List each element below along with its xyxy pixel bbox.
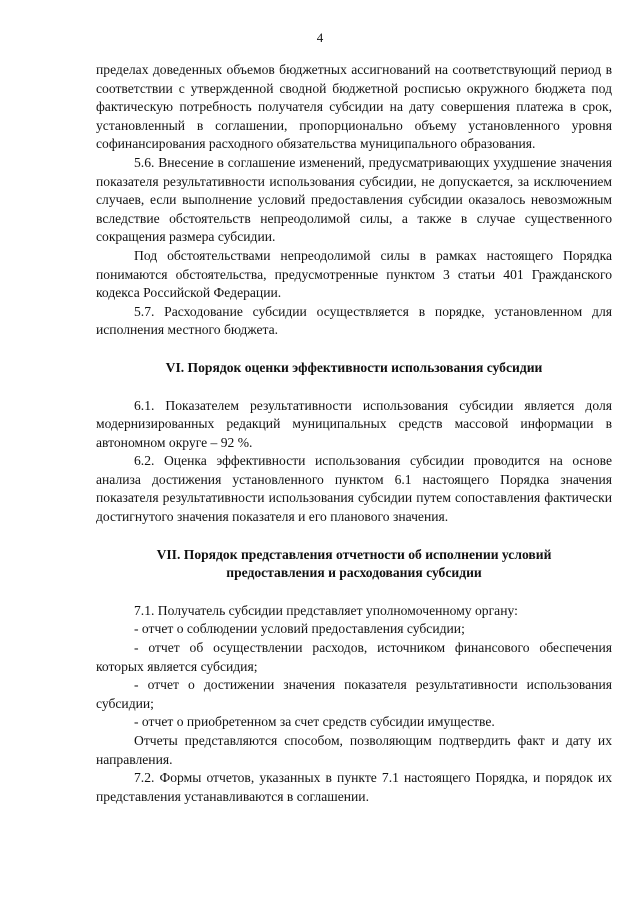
section-7-heading-line1: VII. Порядок представления отчетности об исполнении условий [156,546,552,562]
list-item: - отчет об осуществлении расходов, источником финансового обеспечения которых является субсидия; [96,640,612,674]
paragraph-5-7: 5.7. Расходование субсидии осуществляется в порядке, установленном для исполнения местного бюджета. [96,303,612,338]
paragraph-6-1: 6.1. Показателем результативности использования субсидии является доля модернизированных редакций муниципальных средств массовой информации в автономном округе – 92 %. [96,397,612,450]
paragraph-continuation: пределах доведенных объемов бюджетных ассигнований на соответствующий период в соответствии с утвержденной сводной бюджетной росписью окружного бюджета под фактическую потребность получателя субсидии на дату совершения платежа в срок, установленный в соглашении, пропорционально объему установленного уровня софинансирования расходного обязательства муниципального образования. [96,62,612,152]
document-body [96,61,612,806]
paragraph-force-majeure: Под обстоятельствами непреодолимой силы в рамках настоящего Порядка понимаются обстоятельства, предусмотренные пунктом 3 статьи 401 Гражданского кодекса Российской Федерации. [96,247,612,301]
spacer [96,340,612,359]
paragraph-reports-method: Отчеты представляются способом, позволяющим подтвердить факт и дату их направления. [96,733,612,767]
spacer [96,583,612,602]
page-number: 4 [316,30,324,45]
list-item: - отчет о достижении значения показателя результативности использования субсидии; [96,677,612,711]
paragraph-7-1: 7.1. Получатель субсидии представляет уполномоченному органу: [134,602,518,618]
spacer [96,378,612,397]
paragraph-7-2: 7.2. Формы отчетов, указанных в пункте 7.1 настоящего Порядка, и порядок их представления устанавливаются в соглашении. [96,770,612,804]
list-item: - отчет о соблюдении условий предоставления субсидии; [134,621,465,637]
spacer [96,527,612,546]
section-7-heading-line2: предоставления и расходования субсидии [226,565,482,581]
section-6-heading: VI. Порядок оценки эффективности использования субсидии [165,359,543,375]
paragraph-5-6: 5.6. Внесение в соглашение изменений, предусматривающих ухудшение значения показателя результативности использования субсидии, не допускается, за исключением случаев, если выполнение условий предоставления субсидии оказалось невозможным вследствие обстоятельств непреодолимой силы, а также в случае существенного сокращения размера субсидии. [96,154,612,245]
list-item: - отчет о приобретенном за счет средств субсидии имуществе. [134,714,495,730]
paragraph-6-2: 6.2. Оценка эффективности использования субсидии проводится на основе анализа достижения установленного пунктом 6.1 настоящего Порядка значения показателя результативности использования субсидии путем сопоставления фактически достигнутого значения показателя и его планового значения. [96,453,612,525]
